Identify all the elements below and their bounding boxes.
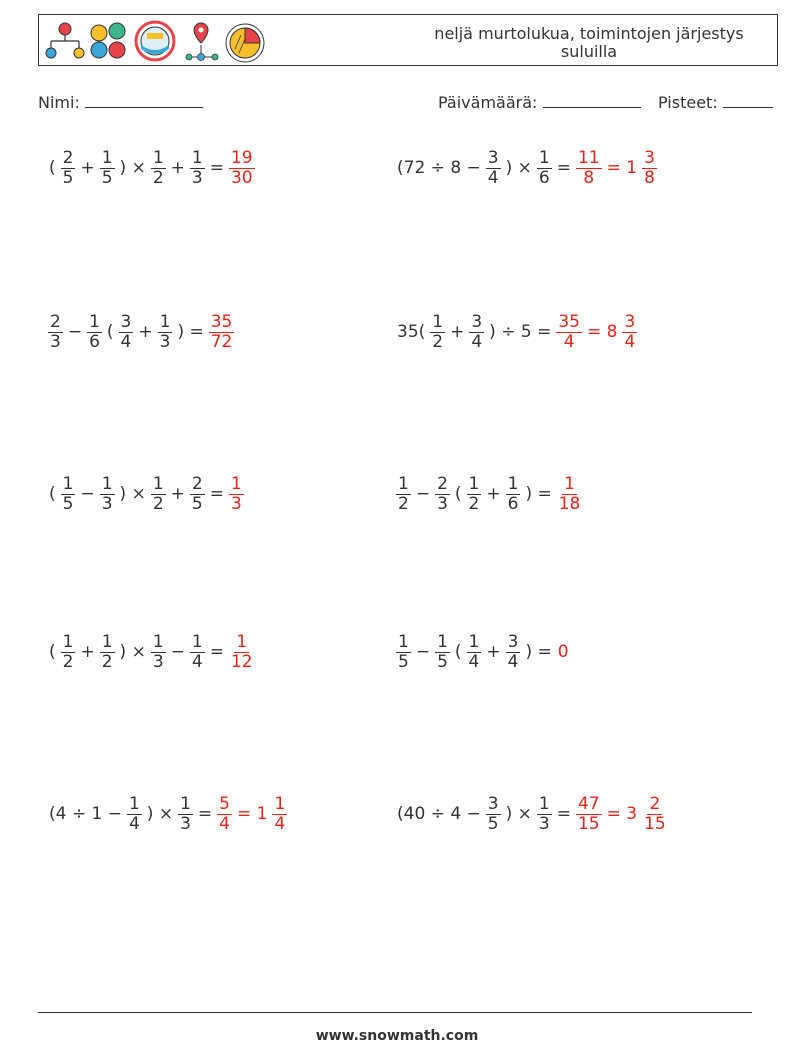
problem-4 <box>394 302 639 362</box>
answer-fraction <box>642 795 668 834</box>
fraction <box>506 475 521 514</box>
expression-text: = <box>197 804 213 824</box>
problem-10 <box>394 784 670 844</box>
numerator: 1 <box>507 473 519 494</box>
denominator: 5 <box>437 651 448 672</box>
numerator: 3 <box>644 147 655 168</box>
numerator: 1 <box>230 473 242 494</box>
name-blank[interactable] <box>85 93 203 108</box>
denominator: 3 <box>159 331 171 352</box>
expression-text: = <box>209 158 224 178</box>
score-field <box>658 93 773 112</box>
expression-text: (72 ÷ 8 − <box>397 158 481 178</box>
denominator: 5 <box>398 651 409 672</box>
expression-text: ( <box>454 484 462 504</box>
denominator: 15 <box>644 813 666 834</box>
answer-fraction <box>576 149 602 188</box>
answer-fraction <box>557 475 583 514</box>
fraction <box>61 149 76 188</box>
denominator: 5 <box>62 167 74 188</box>
numerator: 1 <box>62 631 74 652</box>
denominator: 4 <box>507 651 519 672</box>
denominator: 3 <box>50 331 61 352</box>
answer <box>574 149 659 188</box>
problem-2 <box>394 138 659 198</box>
denominator: 3 <box>180 813 191 834</box>
denominator: 6 <box>89 331 100 352</box>
expression-text: ) × <box>119 484 146 504</box>
numerator: 19 <box>230 147 253 168</box>
numerator: 1 <box>437 631 448 652</box>
numerator: 3 <box>624 311 636 332</box>
fraction <box>467 633 482 672</box>
problem-5 <box>46 464 246 524</box>
numerator: 2 <box>649 793 661 814</box>
answer-text: 0 <box>557 642 569 662</box>
denominator: 3 <box>437 493 448 514</box>
fraction <box>435 633 450 672</box>
numerator: 2 <box>62 147 74 168</box>
expression-text: − <box>415 642 431 662</box>
title-line-1: neljä murtolukua, toimintojen järjestys <box>434 24 744 43</box>
answer <box>207 313 237 352</box>
fraction <box>537 795 552 834</box>
denominator: 18 <box>558 493 581 514</box>
expression-text: ) × <box>146 804 174 824</box>
answer-fraction <box>622 313 637 352</box>
numerator: 1 <box>101 473 113 494</box>
answer-fraction <box>217 795 232 834</box>
numerator: 3 <box>487 793 499 814</box>
numerator: 35 <box>210 311 233 332</box>
percent-badge-icon <box>136 22 174 60</box>
logo-icons <box>43 19 267 63</box>
expression-text: + <box>170 484 185 504</box>
expression-text: ( <box>454 642 462 662</box>
fraction <box>127 795 142 834</box>
numerator: 1 <box>101 631 113 652</box>
problem-6 <box>394 464 584 524</box>
expression-text: + <box>80 158 95 178</box>
denominator: 2 <box>398 493 409 514</box>
fraction <box>396 633 411 672</box>
numerator: 1 <box>468 473 480 494</box>
fraction <box>190 475 205 514</box>
numerator: 3 <box>471 311 483 332</box>
numerator: 1 <box>538 147 550 168</box>
fraction <box>469 313 484 352</box>
name-label: Nimi: <box>38 93 80 112</box>
numerator: 3 <box>487 147 499 168</box>
numerator: 1 <box>180 793 191 814</box>
expression-text: ) × <box>119 642 146 662</box>
denominator: 8 <box>644 167 655 188</box>
denominator: 3 <box>191 167 203 188</box>
fraction <box>100 149 115 188</box>
numerator: 2 <box>50 311 61 332</box>
expression-text: ) = <box>525 484 552 504</box>
expression-text: 35( <box>397 322 426 342</box>
numerator: 1 <box>564 473 575 494</box>
numerator: 1 <box>128 793 140 814</box>
denominator: 12 <box>230 651 253 672</box>
number-blobs-icon <box>91 23 125 58</box>
fraction <box>158 313 173 352</box>
expression-text: ) × <box>505 804 532 824</box>
answer-fraction <box>209 313 235 352</box>
answer <box>574 795 670 834</box>
fraction <box>151 633 166 672</box>
fraction <box>178 795 193 834</box>
worksheet-title <box>419 25 759 61</box>
answer <box>227 633 257 672</box>
expression-text: − <box>67 322 83 342</box>
expression-text: + <box>450 322 465 342</box>
denominator: 5 <box>62 493 74 514</box>
fraction <box>467 475 482 514</box>
numerator: 1 <box>152 631 164 652</box>
expression-text: ) ÷ 5 = <box>489 322 552 342</box>
numerator: 5 <box>219 793 230 814</box>
fraction <box>190 149 205 188</box>
answer <box>554 313 639 352</box>
date-field <box>438 93 641 112</box>
denominator: 4 <box>563 331 575 352</box>
fraction <box>100 633 115 672</box>
answer-fraction <box>229 633 255 672</box>
problem-1 <box>46 138 257 198</box>
denominator: 2 <box>152 167 164 188</box>
numerator: 1 <box>152 147 164 168</box>
fraction <box>151 149 166 188</box>
denominator: 5 <box>101 167 113 188</box>
denominator: 72 <box>210 331 233 352</box>
pie-chart-icon <box>226 24 264 62</box>
problem-7 <box>46 622 257 682</box>
fraction <box>486 795 501 834</box>
fraction <box>537 149 552 188</box>
denominator: 2 <box>468 493 480 514</box>
fraction <box>190 633 205 672</box>
answer-text: = 3 <box>606 804 638 824</box>
expression-text: + <box>80 642 95 662</box>
expression-text: − <box>80 484 95 504</box>
answer-fraction <box>272 795 287 834</box>
numerator: 3 <box>120 311 132 332</box>
numerator: 3 <box>507 631 519 652</box>
denominator: 2 <box>101 651 113 672</box>
answer <box>227 475 246 514</box>
denominator: 15 <box>577 813 600 834</box>
denominator: 4 <box>191 651 203 672</box>
title-line-2: suluilla <box>560 42 618 61</box>
denominator: 4 <box>471 331 483 352</box>
numerator: 2 <box>437 473 448 494</box>
expression-text: ( <box>49 642 56 662</box>
answer-fraction <box>229 149 255 188</box>
answer <box>555 475 585 514</box>
fraction <box>48 313 63 352</box>
fraction <box>430 313 445 352</box>
problem-9 <box>46 784 289 844</box>
answer <box>555 642 572 662</box>
numerator: 1 <box>191 147 203 168</box>
fraction <box>151 475 166 514</box>
expression-text: + <box>170 158 185 178</box>
denominator: 2 <box>62 651 74 672</box>
footer-url: www.snowmath.com <box>315 1028 479 1044</box>
numerator: 1 <box>398 631 409 652</box>
denominator: 5 <box>191 493 203 514</box>
expression-text: − <box>415 484 431 504</box>
name-field <box>38 93 203 112</box>
answer <box>215 795 289 834</box>
answer-fraction <box>576 795 602 834</box>
denominator: 3 <box>152 651 164 672</box>
denominator: 4 <box>624 331 636 352</box>
fraction <box>61 475 76 514</box>
fraction <box>100 475 115 514</box>
numerator: 35 <box>558 311 580 332</box>
expression-text: ) = <box>525 642 552 662</box>
denominator: 4 <box>128 813 140 834</box>
denominator: 4 <box>487 167 499 188</box>
denominator: 4 <box>120 331 132 352</box>
numerator: 1 <box>191 631 203 652</box>
fraction <box>396 475 411 514</box>
expression-text: ) × <box>119 158 146 178</box>
expression-text: (40 ÷ 4 − <box>397 804 481 824</box>
numerator: 1 <box>62 473 74 494</box>
answer-fraction <box>642 149 657 188</box>
denominator: 30 <box>230 167 253 188</box>
expression-text: = <box>209 484 224 504</box>
fraction <box>486 149 501 188</box>
numerator: 1 <box>538 793 550 814</box>
expression-text: ) × <box>505 158 532 178</box>
tree-diagram-icon <box>46 23 84 58</box>
expression-text: + <box>486 484 501 504</box>
denominator: 3 <box>101 493 113 514</box>
numerator: 47 <box>577 793 600 814</box>
fraction <box>435 475 450 514</box>
expression-text: ( <box>49 158 56 178</box>
denominator: 6 <box>507 493 519 514</box>
answer-fraction <box>229 475 244 514</box>
answer-text: = 8 <box>586 322 618 342</box>
denominator: 2 <box>152 493 164 514</box>
problem-3 <box>46 302 236 362</box>
numerator: 11 <box>577 147 600 168</box>
numerator: 1 <box>101 147 113 168</box>
footer-divider <box>38 1012 752 1013</box>
expression-text: = <box>556 158 571 178</box>
answer-fraction <box>556 313 582 352</box>
denominator: 3 <box>538 813 550 834</box>
expression-text: (4 ÷ 1 − <box>49 804 122 824</box>
denominator: 4 <box>468 651 480 672</box>
expression-text: = <box>209 642 224 662</box>
numerator: 2 <box>191 473 203 494</box>
numerator: 1 <box>398 473 409 494</box>
denominator: 4 <box>219 813 230 834</box>
expression-text: = <box>556 804 571 824</box>
denominator: 4 <box>274 813 286 834</box>
numerator: 1 <box>152 473 164 494</box>
expression-text: − <box>170 642 185 662</box>
expression-text: ) = <box>177 322 204 342</box>
denominator: 8 <box>583 167 595 188</box>
denominator: 5 <box>487 813 499 834</box>
fraction <box>119 313 134 352</box>
denominator: 3 <box>230 493 242 514</box>
location-pin-icon <box>186 23 218 61</box>
score-blank[interactable] <box>723 93 773 108</box>
date-label: Päivämäärä: <box>438 93 538 112</box>
numerator: 1 <box>274 793 286 814</box>
score-label: Pisteet: <box>658 93 718 112</box>
date-blank[interactable] <box>543 93 641 108</box>
denominator: 2 <box>432 331 444 352</box>
numerator: 1 <box>89 311 100 332</box>
answer-text: = 1 <box>606 158 638 178</box>
fraction <box>87 313 102 352</box>
answer <box>227 149 257 188</box>
numerator: 1 <box>432 311 444 332</box>
answer-text: = 1 <box>236 804 268 824</box>
numerator: 1 <box>468 631 480 652</box>
problem-8 <box>394 622 572 682</box>
fraction <box>506 633 521 672</box>
worksheet-header <box>38 14 778 66</box>
expression-text: + <box>138 322 153 342</box>
expression-text: ( <box>49 484 56 504</box>
numerator: 1 <box>236 631 248 652</box>
fraction <box>61 633 76 672</box>
numerator: 1 <box>159 311 171 332</box>
expression-text: ( <box>106 322 114 342</box>
expression-text: + <box>486 642 501 662</box>
denominator: 6 <box>538 167 550 188</box>
